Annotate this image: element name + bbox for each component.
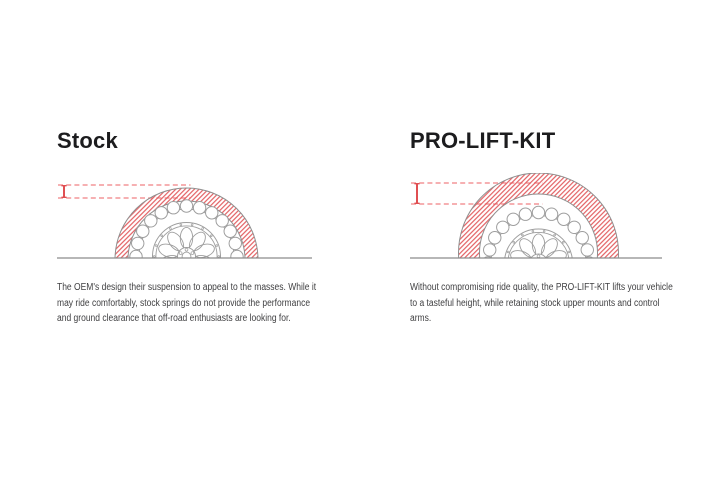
lifted-wheel-clearance-diagram [410,175,666,261]
panel-description-pro-lift-kit: Without compromising ride quality, the PRO-LIFT-KIT lifts your vehicle to a tasteful height, while retaining stock upper mounts and control arms. [410,282,673,324]
panel-description-stock: The OEM's design their suspension to appeal to the masses. While it may ride comfortably, stock springs do not provide the performance and ground clearance that off-road enthusiasts are looking for. [57,282,317,324]
panel-title-pro-lift-kit: PRO-LIFT-KIT [410,128,556,153]
panel-stock [57,128,317,324]
stock-wheel-clearance-diagram [57,175,313,261]
panel-title-stock: Stock [57,128,118,153]
panel-pro-lift-kit [410,128,673,324]
